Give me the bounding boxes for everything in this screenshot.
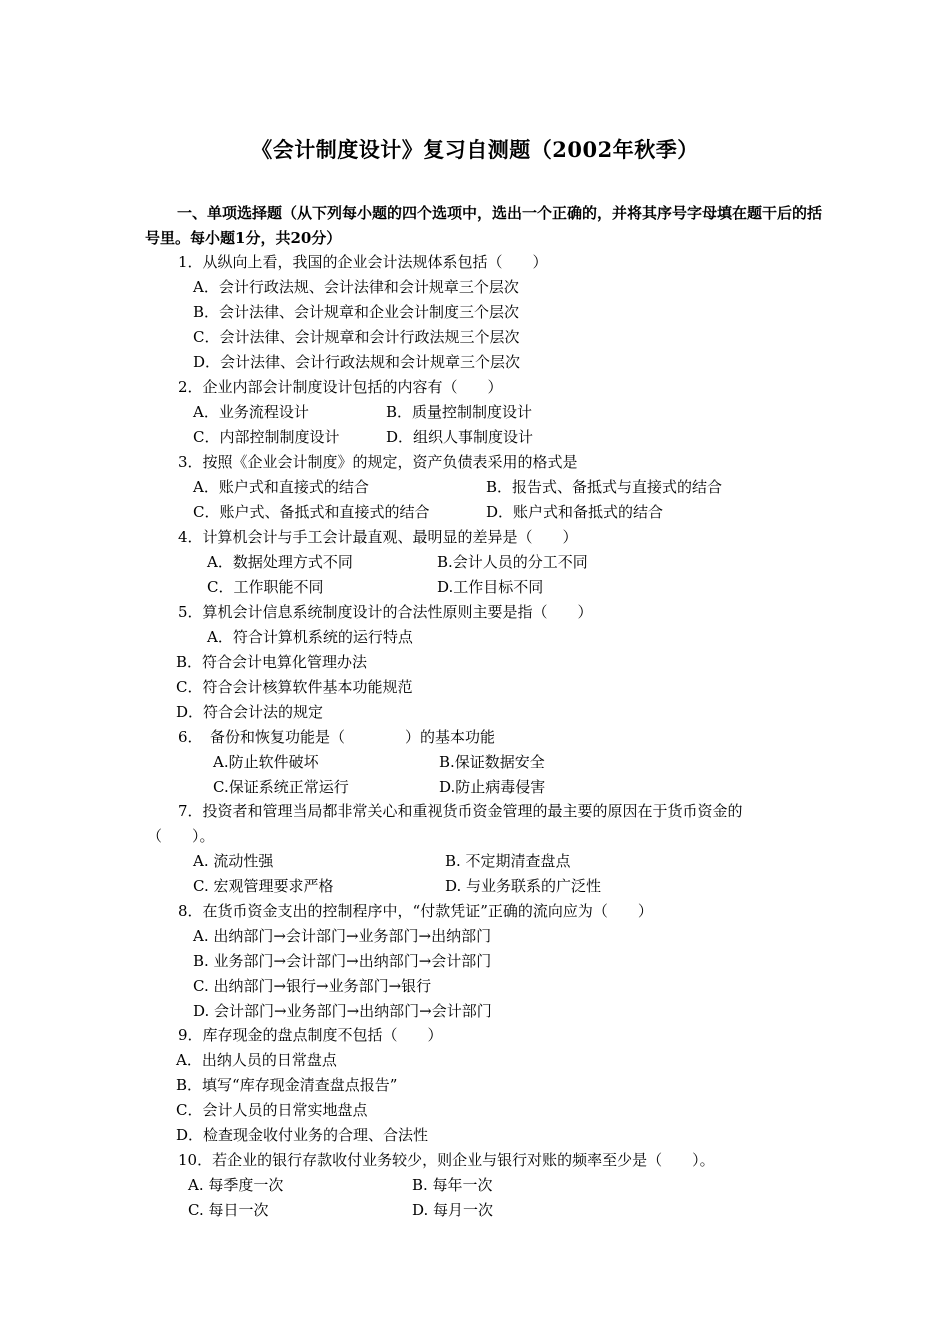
- q6-option-c: C.保证系统正常运行: [213, 778, 349, 796]
- q3-option-c: C．账户式、备抵式和直接式的结合: [193, 503, 430, 521]
- question-9: 9．库存现金的盘点制度不包括（ ）: [178, 1026, 443, 1044]
- q7-option-c: C. 宏观管理要求严格: [193, 877, 334, 895]
- q5-option-a: A．符合计算机系统的运行特点: [207, 628, 413, 646]
- question-3: 3．按照《企业会计制度》的规定，资产负债表采用的格式是: [178, 453, 578, 471]
- q1-option-b: B．会计法律、会计规章和企业会计制度三个层次: [193, 303, 520, 321]
- q10-option-b: B. 每年一次: [412, 1176, 493, 1194]
- q2-option-a: A．业务流程设计: [193, 403, 309, 421]
- question-6: 6． 备份和恢复功能是（ ）的基本功能: [178, 728, 496, 746]
- q7-option-d: D. 与业务联系的广泛性: [445, 877, 602, 895]
- q5-option-d: D．符合会计法的规定: [176, 703, 324, 721]
- q1-option-c: C．会计法律、会计规章和会计行政法规三个层次: [193, 328, 520, 346]
- q8-option-b: B. 业务部门→会计部门→出纳部门→会计部门: [193, 952, 492, 970]
- question-1: 1．从纵向上看，我国的企业会计法规体系包括（ ）: [178, 253, 548, 271]
- q8-option-a: A. 出纳部门→会计部门→业务部门→出纳部门: [193, 927, 492, 945]
- question-2: 2．企业内部会计制度设计包括的内容有（ ）: [178, 378, 503, 396]
- q3-option-b: B．报告式、备抵式与直接式的结合: [486, 478, 723, 496]
- q4-option-d: D.工作目标不同: [437, 578, 544, 596]
- q5-option-b: B．符合会计电算化管理办法: [176, 653, 368, 671]
- q4-option-c: C．工作职能不同: [207, 578, 324, 596]
- q10-option-d: D. 每月一次: [412, 1201, 494, 1219]
- question-8: 8．在货币资金支出的控制程序中，“付款凭证”正确的流向应为（ ）: [178, 902, 653, 920]
- q8-option-d: D. 会计部门→业务部门→出纳部门→会计部门: [193, 1002, 492, 1020]
- question-7: 7．投资者和管理当局都非常关心和重视货币资金管理的最主要的原因在于货币资金的: [178, 802, 743, 820]
- q6-option-a: A.防止软件破坏: [213, 753, 319, 771]
- section-heading: 一、单项选择题（从下列每小题的四个选项中，选出一个正确的，并将其序号字母填在题干后的括号里。每小题1分，共20分）: [145, 204, 823, 247]
- question-4: 4．计算机会计与手工会计最直观、最明显的差异是（ ）: [178, 528, 578, 546]
- question-7-continued: （ ）。: [147, 827, 215, 845]
- question-5: 5．算机会计信息系统制度设计的合法性原则主要是指（ ）: [178, 603, 593, 621]
- q2-option-d: D．组织人事制度设计: [386, 428, 534, 446]
- q2-option-c: C．内部控制制度设计: [193, 428, 340, 446]
- q5-option-c: C．符合会计核算软件基本功能规范: [176, 678, 413, 696]
- q8-option-c: C. 出纳部门→银行→业务部门→银行: [193, 977, 432, 995]
- q9-option-a: A．出纳人员的日常盘点: [176, 1051, 337, 1069]
- q4-option-b: B.会计人员的分工不同: [437, 553, 588, 571]
- question-10: 10．若企业的银行存款收付业务较少，则企业与银行对账的频率至少是（ ）。: [178, 1151, 715, 1169]
- q3-option-a: A．账户式和直接式的结合: [193, 478, 369, 496]
- q6-option-b: B.保证数据安全: [439, 753, 545, 771]
- q6-option-d: D.防止病毒侵害: [439, 778, 546, 796]
- q7-option-b: B. 不定期清查盘点: [445, 852, 571, 870]
- q9-option-d: D．检查现金收付业务的合理、合法性: [176, 1126, 429, 1144]
- q4-option-a: A．数据处理方式不同: [207, 553, 353, 571]
- q10-option-a: A. 每季度一次: [188, 1176, 284, 1194]
- q1-option-a: A．会计行政法规、会计法律和会计规章三个层次: [193, 278, 519, 296]
- q9-option-c: C．会计人员的日常实地盘点: [176, 1101, 368, 1119]
- document-title: 《会计制度设计》复习自测题（2002年秋季）: [251, 137, 699, 162]
- q9-option-b: B．填写“库存现金清查盘点报告”: [176, 1076, 398, 1094]
- q3-option-d: D．账户式和备抵式的结合: [486, 503, 664, 521]
- q7-option-a: A. 流动性强: [193, 852, 274, 870]
- q1-option-d: D．会计法律、会计行政法规和会计规章三个层次: [193, 353, 521, 371]
- q2-option-b: B．质量控制制度设计: [386, 403, 533, 421]
- q10-option-c: C. 每日一次: [188, 1201, 269, 1219]
